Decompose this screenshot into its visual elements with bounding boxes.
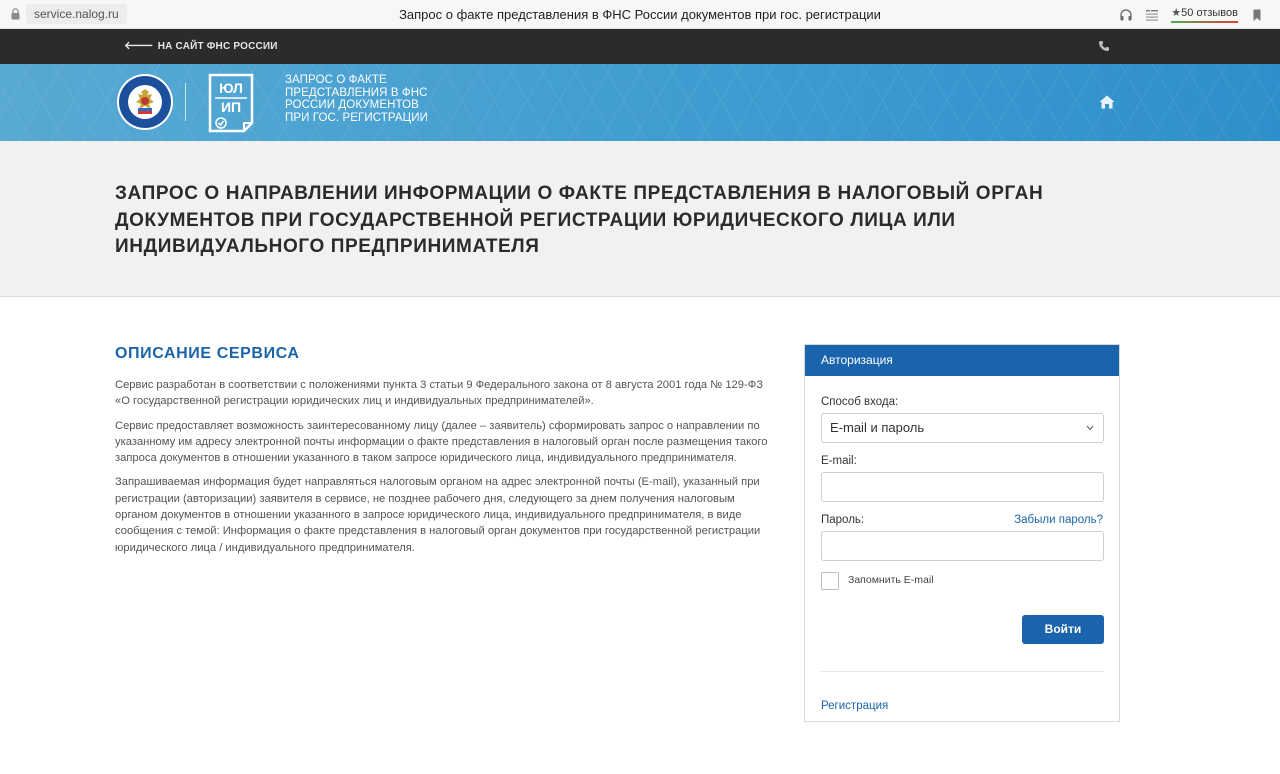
register-link[interactable]: Регистрация [821,700,889,712]
fns-emblem-logo[interactable] [116,72,174,132]
title-band [0,141,1280,297]
chevron-down-icon [1086,425,1094,431]
password-label: Пароль: [821,514,865,526]
login-button[interactable]: Войти [1022,615,1104,644]
reader-icon[interactable] [1145,8,1159,22]
star-icon: ★ [1171,7,1182,19]
divider [821,671,1104,672]
svg-text:ЮЛ: ЮЛ [219,80,243,96]
description-heading: ОПИСАНИЕ СЕРВИСА [115,345,300,362]
browser-bar [0,0,1280,29]
reviews-count: 50 отзывов [1181,7,1238,19]
home-icon[interactable] [1099,95,1115,109]
auth-panel [804,344,1120,722]
forgot-password-link[interactable]: Забыли пароль? [1014,514,1103,526]
login-method-value: E-mail и пароль [830,420,925,435]
description-paragraph: Сервис предоставляет возможность заинтересованному лицу (далее – заявитель) сформировать запрос о направлении по указанному им адресу электронной почты информации о факте представления в налоговый орган после размещения такого запроса документов в отношении указанного в таком запросе юридического лица, индивидуального предпринимателя. [115,419,768,465]
service-description [115,345,775,564]
remember-email-label[interactable]: Запомнить E-mail [848,574,934,586]
login-method-select[interactable] [821,413,1104,443]
phone-icon[interactable] [1098,40,1110,52]
site-header [0,64,1280,141]
lock-icon [11,8,20,20]
auth-title: Авторизация [805,345,1119,376]
back-to-fns-link[interactable] [124,29,278,64]
top-navigation [0,29,1280,64]
password-field[interactable] [821,531,1104,561]
svg-text:ИП: ИП [220,99,242,115]
arrow-left-icon: 🡐 [124,40,154,52]
bookmark-icon[interactable] [1250,8,1264,22]
description-paragraph: Запрашиваемая информация будет направляться налоговым органом на адрес электронной почты (E-mail), указанный при регистрации (авторизации) заявителя в сервисе, не позднее рабочего дня, следующего за днем получения налоговым органом документов в отношении указанного в запросе юридического лица, индивидуального предпринимателя, в виде сообщения с темой: Информация о факте представления в налоговый орган документов при государственной регистрации юридического лица / индивидуального предпринимателя. [115,476,761,554]
address-bar[interactable]: service.nalog.ru [26,4,127,24]
login-method-label: Способ входа: [821,396,899,408]
back-to-fns-label: НА САЙТ ФНС РОССИИ [157,41,278,52]
service-name: ЗАПРОС О ФАКТЕ ПРЕДСТАВЛЕНИЯ В ФНС РОССИИ ДОКУМЕНТОВ ПРИ ГОС. РЕГИСТРАЦИИ [285,74,429,124]
remember-email-checkbox[interactable] [821,572,839,590]
email-field[interactable] [821,472,1104,502]
ulip-logo[interactable] [207,73,255,133]
headphones-icon[interactable] [1119,8,1133,22]
browser-page-title: Запрос о факте представления в ФНС России документов при гос. регистрации [399,7,881,22]
page-title: ЗАПРОС О НАПРАВЛЕНИИ ИНФОРМАЦИИ О ФАКТЕ ПРЕДСТАВЛЕНИЯ В НАЛОГОВЫЙ ОРГАН ДОКУМЕНТОВ ПРИ ГОСУДАРСТВЕННОЙ РЕГИСТРАЦИИ ЮРИДИЧЕСКОГО ЛИЦА ИЛИ ИНДИВИДУАЛЬНОГО ПРЕДПРИНИМАТЕЛЯ [115,183,1044,257]
email-label: E-mail: [821,455,857,467]
description-paragraph: Сервис разработан в соответствии с положениями пункта 3 статьи 9 Федерального закона от 8 августа 2001 года № 129-ФЗ «О государственной регистрации юридических лиц и индивидуальных предпринимателей». [115,379,763,408]
reviews-link[interactable] [1171,6,1238,23]
